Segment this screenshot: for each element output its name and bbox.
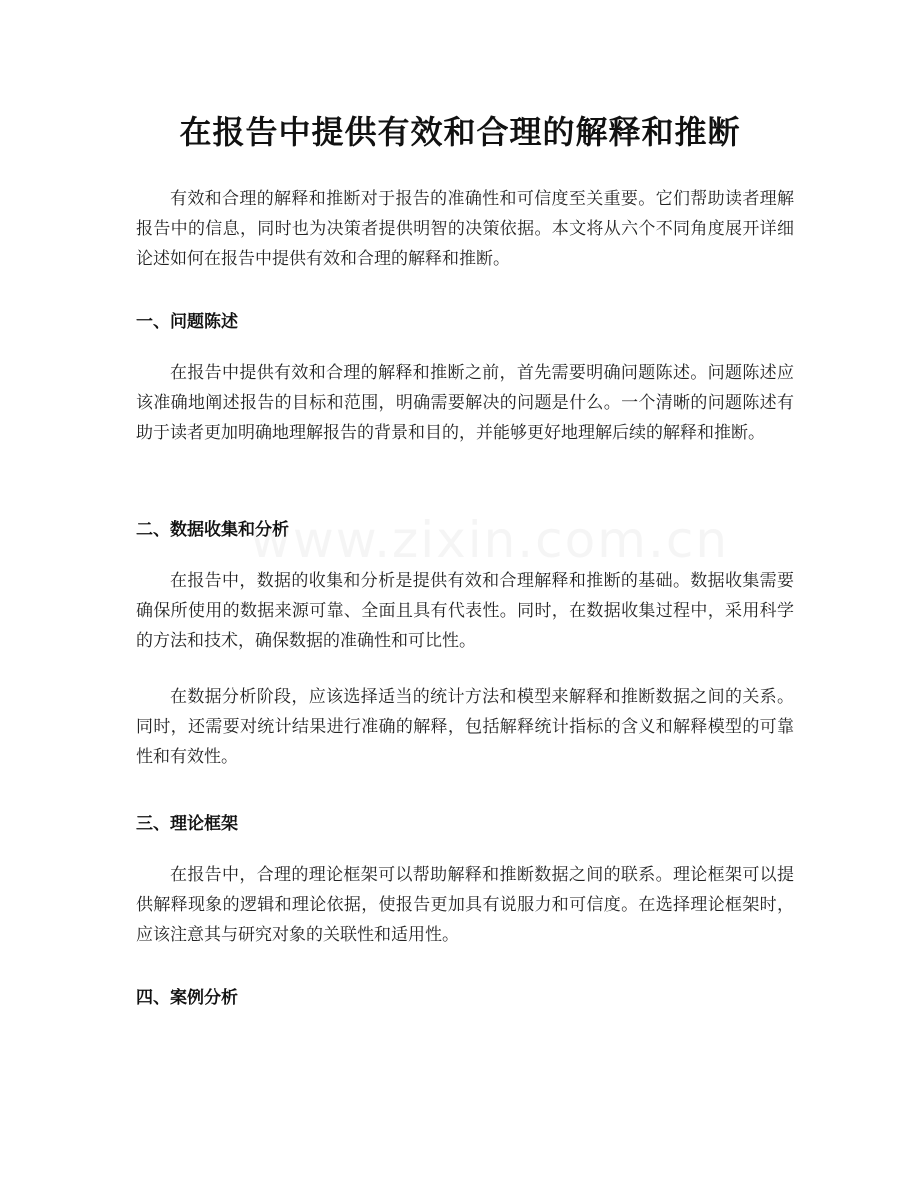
section-heading-problem-statement: 一、问题陈述 bbox=[136, 312, 238, 332]
intro-paragraph: 有效和合理的解释和推断对于报告的准确性和可信度至关重要。它们帮助读者理解报告中的信息，同时也为决策者提供明智的决策依据。本文将从六个不同角度展开详细论述如何在报告中提供有效和合理的解释和推断。 bbox=[136, 189, 794, 269]
section-paragraph: 在报告中，数据的收集和分析是提供有效和合理解释和推断的基础。数据收集需要确保所使用的数据来源可靠、全面且具有代表性。同时，在数据收集过程中，采用科学的方法和技术，确保数据的准确性和可比性。 bbox=[136, 571, 794, 651]
document-title: 在报告中提供有效和合理的解释和推断 bbox=[179, 113, 741, 151]
section-heading-theoretical-framework: 三、理论框架 bbox=[136, 814, 238, 834]
watermark: www.zixin.com.cn bbox=[250, 511, 730, 569]
section-paragraph: 在报告中，合理的理论框架可以帮助解释和推断数据之间的联系。理论框架可以提供解释现象的逻辑和理论依据，使报告更加具有说服力和可信度。在选择理论框架时，应该注意其与研究对象的关联性和适用性。 bbox=[136, 865, 794, 945]
section-heading-case-analysis: 四、案例分析 bbox=[136, 988, 238, 1008]
section-paragraph: 在数据分析阶段，应该选择适当的统计方法和模型来解释和推断数据之间的关系。同时，还需要对统计结果进行准确的解释，包括解释统计指标的含义和解释模型的可靠性和有效性。 bbox=[136, 687, 794, 767]
section-heading-data-collection: 二、数据收集和分析 bbox=[136, 520, 289, 540]
section-paragraph: 在报告中提供有效和合理的解释和推断之前，首先需要明确问题陈述。问题陈述应该准确地阐述报告的目标和范围，明确需要解决的问题是什么。一个清晰的问题陈述有助于读者更加明确地理解报告的背景和目的，并能够更好地理解后续的解释和推断。 bbox=[136, 363, 794, 443]
